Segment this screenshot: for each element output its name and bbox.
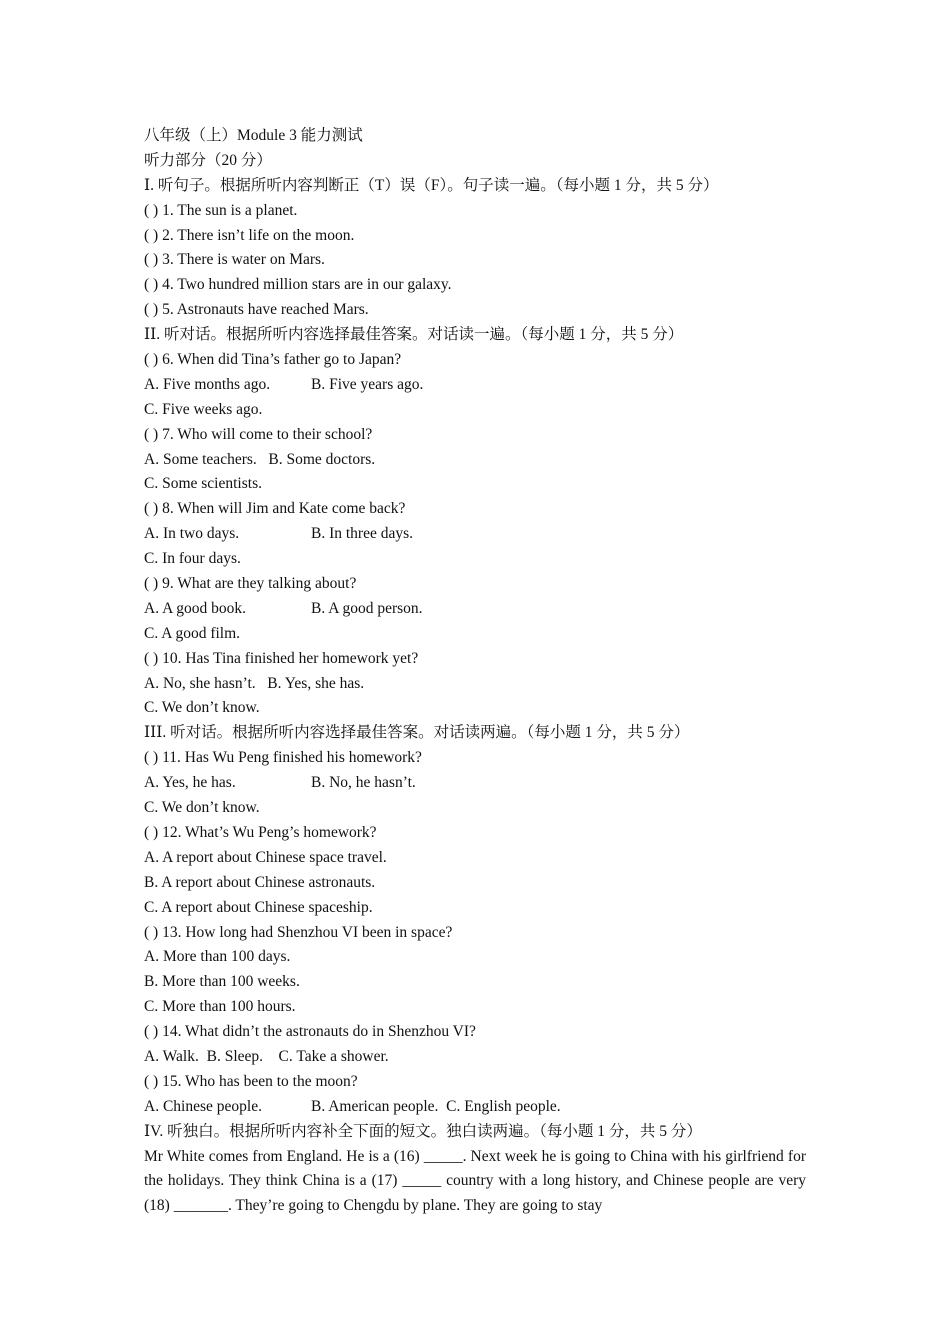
question-9: ( ) 9. What are they talking about? (144, 575, 357, 593)
question-11-options-ab (144, 771, 806, 796)
question-5: ( ) 5. Astronauts have reached Mars. (144, 301, 369, 319)
question-10-option-c: C. We don’t know. (144, 699, 260, 717)
question-10-options-ab: A. No, she hasn’t. B. Yes, she has. (144, 674, 365, 692)
question-14: ( ) 14. What didn’t the astronauts do in Shenzhou VI? (144, 1023, 476, 1041)
option-a: A. Chinese people. (144, 1097, 262, 1115)
question-15: ( ) 15. Who has been to the moon? (144, 1072, 358, 1090)
option-a: A. Five months ago. (144, 375, 271, 393)
question-6-options-ab (144, 373, 806, 398)
question-8: ( ) 8. When will Jim and Kate come back? (144, 500, 406, 518)
section-1-heading: Ⅰ. 听句子。根据所听内容判断正（T）误（F）。句子读一遍。（每小题 1 分，共 5 分） (144, 176, 719, 194)
option-a: A. A good book. (144, 599, 247, 617)
question-6: ( ) 6. When did Tina’s father go to Japan? (144, 351, 402, 369)
section-3-heading: ⅠⅠⅠ. 听对话。根据所听内容选择最佳答案。对话读两遍。（每小题 1 分，共 5 分） (144, 724, 690, 742)
question-3: ( ) 3. There is water on Mars. (144, 251, 325, 269)
option-bc: B. American people. C. English people. (311, 1097, 561, 1115)
question-7: ( ) 7. Who will come to their school? (144, 425, 373, 443)
question-4: ( ) 4. Two hundred million stars are in our galaxy. (144, 276, 452, 294)
option-b: B. In three days. (311, 525, 414, 543)
question-7-options-ab: A. Some teachers. B. Some doctors. (144, 450, 376, 468)
question-11-option-c: C. We don’t know. (144, 799, 260, 817)
section-2-heading: ⅠⅠ. 听对话。根据所听内容选择最佳答案。对话读一遍。（每小题 1 分，共 5 分） (144, 326, 684, 344)
question-8-option-c: C. In four days. (144, 550, 241, 568)
question-15-options (144, 1095, 806, 1120)
question-13-option-b: B. More than 100 weeks. (144, 973, 300, 991)
option-b: B. No, he hasn’t. (311, 774, 416, 792)
question-13-option-c: C. More than 100 hours. (144, 998, 296, 1016)
question-12-option-b: B. A report about Chinese astronauts. (144, 873, 376, 891)
question-1: ( ) 1. The sun is a planet. (144, 201, 298, 219)
question-8-options-ab (144, 522, 806, 547)
question-13-option-a: A. More than 100 days. (144, 948, 291, 966)
cloze-passage: Mr White comes from England. He is a (16) _____. Next week he is going to China with his girlfriend for the holidays. They think China is a (17) _____ country with a long history, and Chinese people are very (18) _______. They’re going to Chengdu by plane. They are going to stay (144, 1147, 806, 1215)
option-a: A. In two days. (144, 525, 240, 543)
question-9-option-c: C. A good film. (144, 624, 241, 642)
question-12-option-c: C. A report about Chinese spaceship. (144, 898, 373, 916)
question-2: ( ) 2. There isn’t life on the moon. (144, 226, 355, 244)
question-6-option-c: C. Five weeks ago. (144, 400, 263, 418)
option-b: B. Five years ago. (311, 375, 424, 393)
question-14-options: A. Walk. B. Sleep. C. Take a shower. (144, 1047, 389, 1065)
question-10: ( ) 10. Has Tina finished her homework yet? (144, 649, 419, 667)
question-13: ( ) 13. How long had Shenzhou VI been in space? (144, 923, 453, 941)
question-9-options-ab (144, 597, 806, 622)
option-a: A. Yes, he has. (144, 774, 236, 792)
page-title: 八年级（上）Module 3 能力测试 (144, 127, 363, 144)
question-12: ( ) 12. What’s Wu Peng’s homework? (144, 823, 377, 841)
section-4-heading: ⅠV. 听独白。根据所听内容补全下面的短文。独白读两遍。（每小题 1 分，共 5 分） (144, 1122, 702, 1140)
document-page (144, 124, 806, 1219)
option-b: B. A good person. (311, 599, 423, 617)
question-11: ( ) 11. Has Wu Peng finished his homework? (144, 749, 422, 767)
question-12-option-a: A. A report about Chinese space travel. (144, 848, 387, 866)
listening-header: 听力部分（20 分） (144, 151, 272, 169)
question-7-option-c: C. Some scientists. (144, 475, 262, 493)
